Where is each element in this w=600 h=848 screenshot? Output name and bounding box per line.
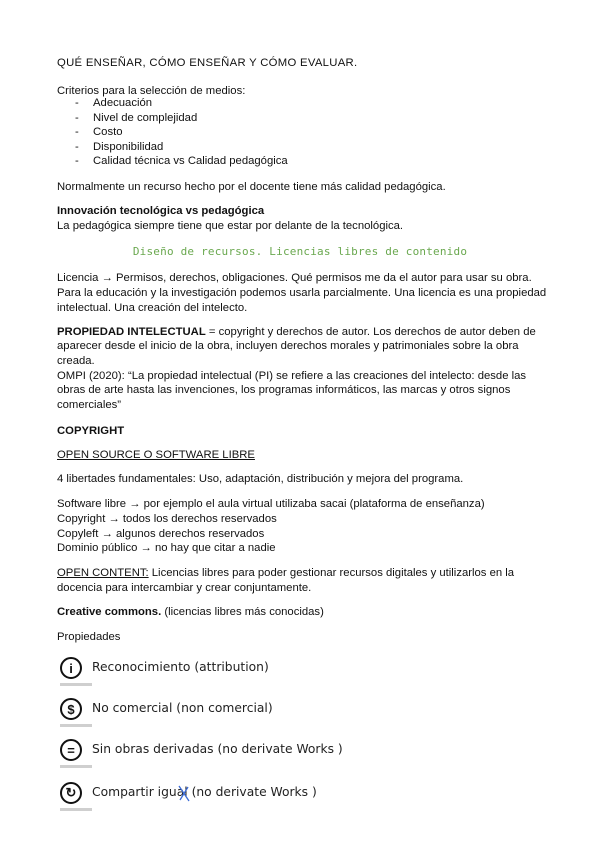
non-commercial-icon: $ [60, 698, 82, 720]
open-content-line [57, 566, 514, 581]
open-source-heading: OPEN SOURCE O SOFTWARE LIBRE [57, 449, 255, 461]
ip-line-text: = copyright y derechos de autor. Los derechos de autor deben de [205, 326, 536, 338]
caption-line [60, 724, 92, 727]
creative-commons-label: Creative commons. [57, 606, 162, 618]
no-derivatives-icon: = [60, 739, 82, 761]
ip-line: aparecer desde el inicio de la obra, incluyen derechos morales y patrimoniales sobre la obra [57, 340, 519, 352]
software-line: Copyleft → algunos derechos reservados [57, 528, 265, 540]
open-content-text: Licencias libres para poder gestionar recursos digitales y utilizarlos en la [148, 567, 515, 579]
creative-commons-text: (licencias libres más conocidas) [161, 606, 324, 618]
properties-heading: Propiedades [57, 631, 121, 643]
property-label: No comercial (non comercial) [92, 701, 273, 715]
ip-line: creada. [57, 355, 95, 367]
open-content-label: OPEN CONTENT: [57, 567, 149, 579]
ip-line: obras de arte hasta las invenciones, los programas informáticos, las marcas y otros signos [57, 384, 511, 396]
software-line: Copyright → todos los derechos reservados [57, 513, 277, 525]
page-title: QUÉ ENSEÑAR, CÓMO ENSEÑAR Y CÓMO EVALUAR. [57, 57, 358, 69]
open-content-line: docencia para intercambiar y crear conjuntamente. [57, 582, 312, 594]
caption-line [60, 808, 92, 811]
criteria-item: - Disponibilidad [75, 141, 164, 153]
share-alike-icon: ↻ [60, 782, 82, 804]
copyright-heading: COPYRIGHT [57, 425, 125, 437]
pen-annotation-mark [177, 784, 191, 804]
software-line: Dominio público → no hay que citar a nadie [57, 542, 276, 554]
normal-text: Normalmente un recurso hecho por el docente tiene más calidad pedagógica. [57, 181, 446, 193]
license-line: Para la educación y la investigación podemos usarla parcialmente. Una licencia es una propiedad [57, 287, 547, 299]
criteria-item: - Nivel de complejidad [75, 112, 198, 124]
open-source-text: 4 libertades fundamentales: Uso, adaptación, distribución y mejora del programa. [57, 473, 464, 485]
ip-label: PROPIEDAD INTELECTUAL [57, 326, 206, 338]
creative-commons-line [57, 605, 324, 620]
section-title: Diseño de recursos. Licencias libres de contenido [132, 245, 468, 258]
criteria-item: - Calidad técnica vs Calidad pedagógica [75, 155, 288, 167]
innovation-heading: Innovación tecnológica vs pedagógica [57, 205, 265, 217]
ip-line: OMPI (2020): “La propiedad intelectual (PI) se refiere a las creaciones del intelecto: desde las [57, 370, 527, 382]
criteria-heading: Criterios para la selección de medios: [57, 85, 246, 97]
attribution-icon: i [60, 657, 82, 679]
property-label: Reconocimiento (attribution) [92, 660, 269, 674]
criteria-item-label: Adecuación [93, 97, 153, 109]
ip-line: comerciales” [57, 399, 122, 411]
criteria-item-label: Calidad técnica vs Calidad pedagógica [93, 155, 288, 167]
criteria-item: - Costo [75, 126, 123, 138]
license-line: Licencia → Permisos, derechos, obligaciones. Qué permisos me da el autor para usar su obra. [57, 272, 532, 284]
software-line: Software libre → por ejemplo el aula virtual utilizaba sacai (plataforma de enseñanza) [57, 498, 485, 510]
property-label: Compartir igual (no derivate Works ) [92, 785, 317, 799]
innovation-text: La pedagógica siempre tiene que estar por delante de la tecnológica. [57, 220, 404, 232]
criteria-item-label: Nivel de complejidad [93, 112, 198, 124]
caption-line [60, 765, 92, 768]
criteria-item: - Adecuación [75, 97, 153, 109]
ip-line [57, 325, 536, 340]
criteria-item-label: Costo [93, 126, 123, 138]
caption-line [60, 683, 92, 686]
criteria-item-label: Disponibilidad [93, 141, 164, 153]
license-line: intelectual. Una creación del intelecto. [57, 302, 248, 314]
property-label: Sin obras derivadas (no derivate Works ) [92, 742, 343, 756]
